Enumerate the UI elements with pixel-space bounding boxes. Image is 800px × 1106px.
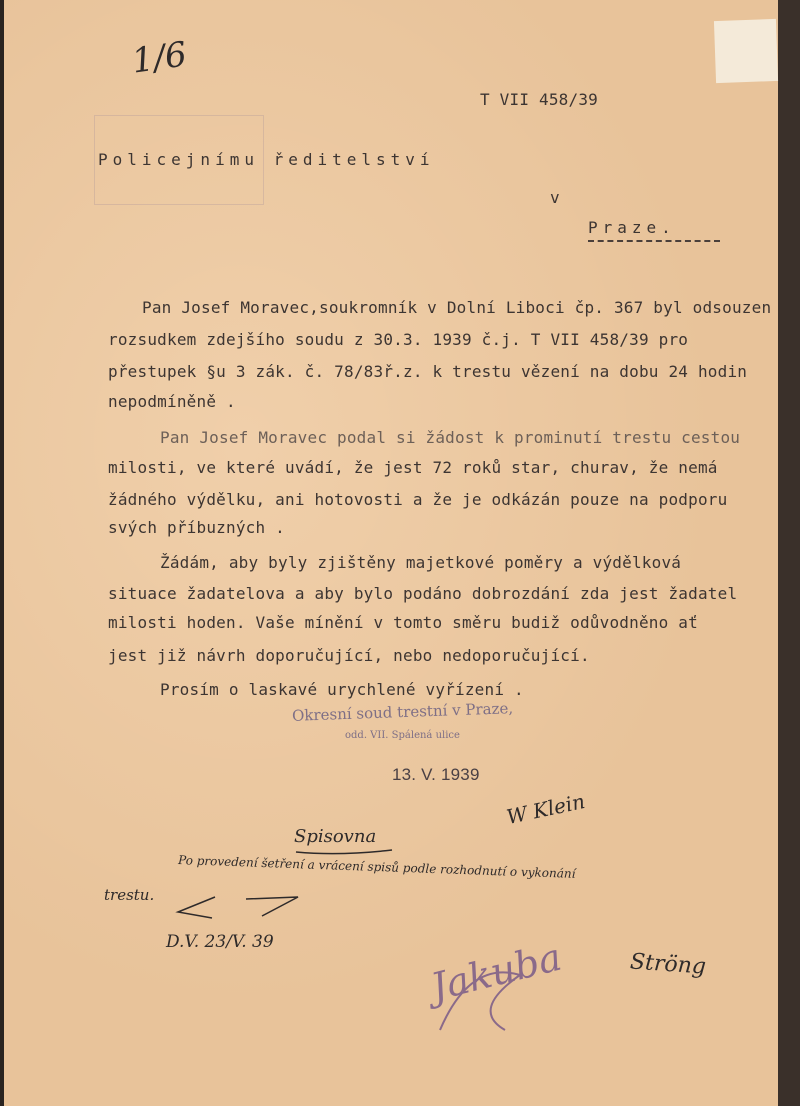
body-line: Pan Josef Moravec,soukromník v Dolní Liboci čp. 367 byl odsouzen — [142, 298, 772, 317]
body-line: Pan Josef Moravec podal si žádost k prominutí trestu cestou — [160, 428, 741, 447]
handwritten-heading: Spisovna — [294, 826, 377, 847]
handwritten-note-line2: trestu. — [104, 886, 155, 904]
body-line: jest již návrh doporučující, nebo nedoporučující. — [108, 646, 590, 665]
addressee-city: Praze. — [588, 218, 676, 237]
body-line: situace žadatelova a aby bylo podáno dobrozdání zda jest žadatel — [108, 584, 738, 603]
body-line: Žádám, aby byly zjištěny majetkové poměry a výdělková — [160, 553, 682, 572]
body-line: přestupek §u 3 zák. č. 78/83ř.z. k trestu vězení na dobu 24 hodin — [108, 362, 748, 381]
body-line: milosti hoden. Vaše mínění v tomto směru budiž odůvodněno ať — [108, 613, 698, 632]
judge-signature: W Klein — [504, 789, 588, 829]
violet-signature: Jakuba — [426, 934, 566, 1010]
addressee-line2: v — [550, 188, 560, 207]
handwritten-note-line1: Po provedení šetření a vrácení spisů podle rozhodnutí o vykonání — [177, 853, 576, 881]
court-stamp-line1: Okresní soud trestní v Praze, — [291, 699, 514, 725]
handwritten-date: D.V. 23/V. 39 — [166, 932, 274, 952]
angle-bracket-left-mark — [178, 897, 215, 918]
body-line: žádného výdělku, ani hotovosti a že je odkázán pouze na podporu — [108, 490, 728, 509]
court-stamp-line2: odd. VII. Spálená ulice — [345, 730, 460, 741]
heading-underline — [296, 850, 392, 854]
file-reference: T VII 458/39 — [480, 90, 598, 109]
addressee-line1: Policejnímu ředitelství — [98, 150, 435, 169]
margin-note: 1/6 — [129, 34, 190, 82]
stamp-date: 13. V. 1939 — [392, 765, 480, 784]
body-line: nepodmíněně . — [108, 392, 236, 411]
angle-bracket-right-mark — [246, 897, 298, 916]
right-signature: Ströng — [629, 949, 707, 980]
body-line: milosti, ve které uvádí, že jest 72 roků star, churav, že nemá — [108, 458, 718, 477]
closing-line: Prosím o laskavé urychlené vyřízení . — [160, 680, 524, 699]
body-line: svých příbuzných . — [108, 518, 285, 537]
violet-flourish — [440, 972, 520, 1030]
body-line: rozsudkem zdejšího soudu z 30.3. 1939 č.j. T VII 458/39 pro — [108, 330, 689, 349]
